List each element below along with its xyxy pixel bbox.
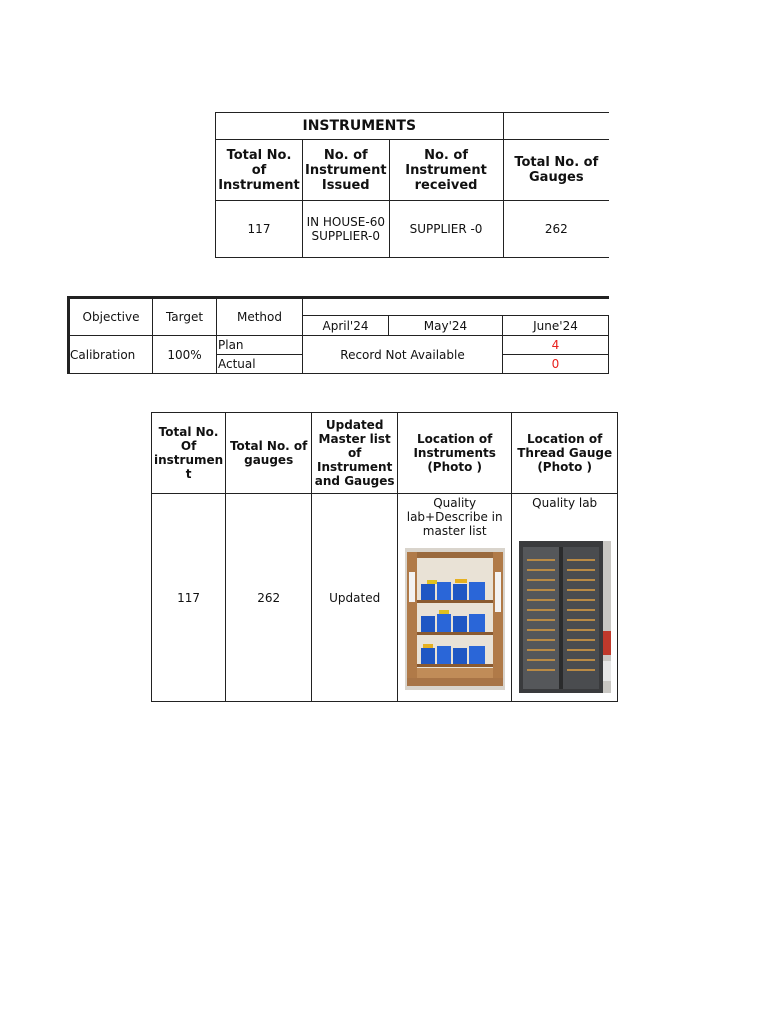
instruments-cabinet-photo	[405, 548, 505, 690]
header-method: Method	[217, 298, 303, 336]
month-june: June'24	[503, 316, 609, 336]
header-total-gauges: Total No. of Gauges	[503, 140, 609, 201]
header-total-instrument: Total No. Of instrumen t	[152, 413, 226, 494]
header-objective: Objective	[69, 298, 153, 336]
method-plan: Plan	[217, 336, 303, 355]
june-actual-value: 0	[503, 355, 609, 374]
header-target: Target	[153, 298, 217, 336]
received-value: SUPPLIER -0	[389, 201, 503, 258]
method-actual: Actual	[217, 355, 303, 374]
total-gauges-value: 262	[503, 201, 609, 258]
months-header-band	[303, 298, 609, 316]
thread-gauge-location-cell	[512, 494, 618, 702]
total-instruments-value: 117	[152, 494, 226, 702]
instrument-location-cell	[398, 494, 512, 702]
issued-inhouse: IN HOUSE-60	[306, 215, 385, 229]
issued-supplier: SUPPLIER-0	[311, 229, 381, 243]
blank-cell	[503, 113, 609, 140]
thread-gauge-location-text: Quality lab	[532, 496, 598, 510]
master-list-status: Updated	[312, 494, 398, 702]
target-value: 100%	[153, 336, 217, 374]
header-total-instrument: Total No. of Instrument	[216, 140, 303, 201]
header-total-gauges: Total No. of gauges	[226, 413, 312, 494]
record-note: Record Not Available	[303, 336, 503, 374]
total-gauges-value: 262	[226, 494, 312, 702]
instruments-title: INSTRUMENTS	[216, 113, 504, 140]
instrument-location-text: Quality lab+Describe in master list	[406, 496, 503, 538]
instruments-table	[215, 112, 609, 258]
objective-calibration: Calibration	[69, 336, 153, 374]
header-thread-gauge-location: Location of Thread Gauge (Photo )	[512, 413, 618, 494]
month-may: May'24	[389, 316, 503, 336]
thread-gauge-cabinet-photo	[519, 541, 611, 693]
month-april: April'24	[303, 316, 389, 336]
header-instrument-location: Location of Instruments (Photo )	[398, 413, 512, 494]
june-plan-value: 4	[503, 336, 609, 355]
total-instruments-value: 117	[216, 201, 303, 258]
header-instrument-received: No. of Instrument received	[389, 140, 503, 201]
calibration-table	[67, 296, 609, 374]
issued-value	[303, 201, 390, 258]
header-master-list: Updated Master list of Instrument and Gauges	[312, 413, 398, 494]
header-instrument-issued: No. of Instrument Issued	[303, 140, 390, 201]
master-list-table	[151, 412, 618, 702]
